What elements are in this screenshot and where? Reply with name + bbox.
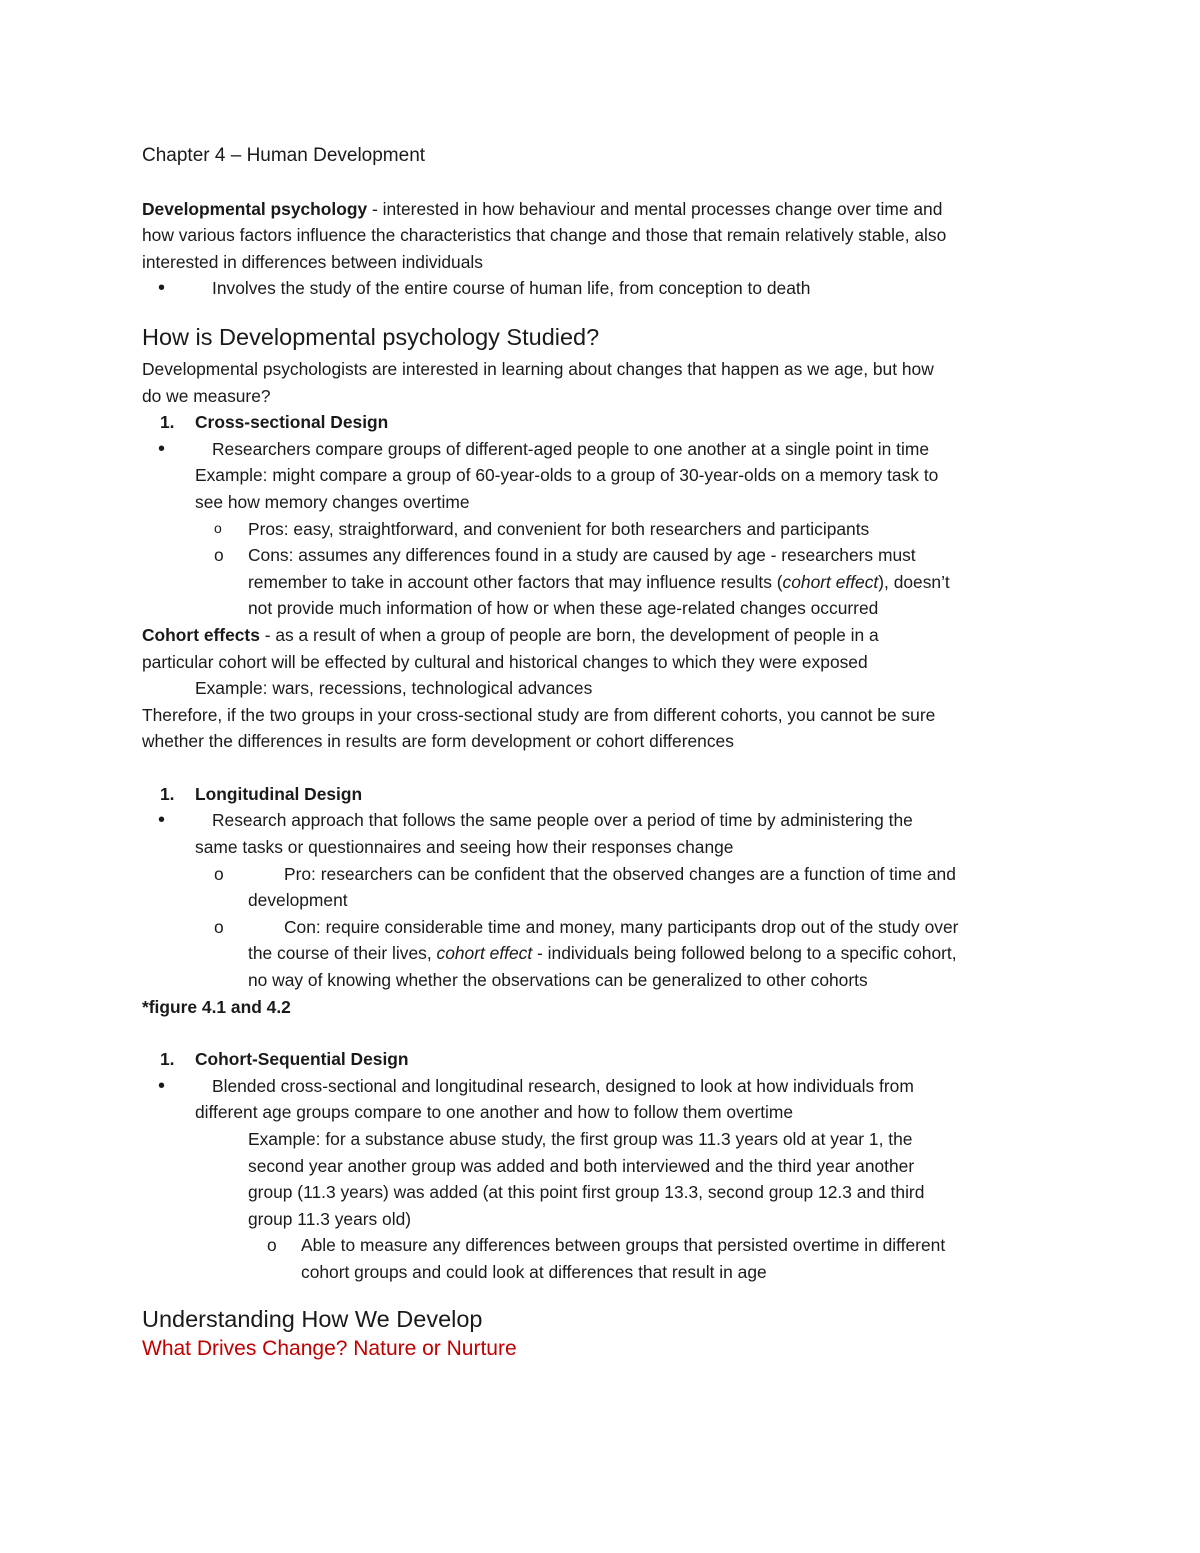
- intro-term: Developmental psychology: [142, 198, 368, 219]
- cross-example-line: Example: might compare a group of 60-year-olds to a group of 30-year-olds on a memory task to: [195, 465, 939, 486]
- cross-pros-text: Pros: easy, straightforward, and convenient for both researchers and participants: [248, 518, 870, 539]
- intro-definition-line: interested in differences between individuals: [142, 251, 483, 272]
- sequential-example-line: group (11.3 years) was added (at this point first group 13.3, second group 12.3 and third: [248, 1182, 925, 1203]
- cohort-effects-text: - as a result of when a group of people are born, the development of people in a: [259, 624, 879, 645]
- cohort-effects-definition: [142, 622, 1062, 649]
- cohort-effect-italic: cohort effect: [436, 943, 533, 964]
- list-number: 1.: [160, 412, 175, 433]
- cross-example-line: see how memory changes overtime: [195, 491, 470, 512]
- cross-cons-text: Cons: assumes any differences found in a study are caused by age - researchers must: [248, 545, 916, 566]
- cross-bullet: [142, 436, 1062, 463]
- sequential-heading: [142, 1046, 1062, 1073]
- section-heading-studied: How is Developmental psychology Studied?: [142, 323, 600, 350]
- longitudinal-bullet-text: Research approach that follows the same people over a period of time by administering the: [212, 810, 913, 831]
- longitudinal-con: [142, 914, 1062, 941]
- sequential-example-line: Example: for a substance abuse study, the first group was 11.3 years old at year 1, the: [248, 1129, 913, 1149]
- longitudinal-con-text: the course of their lives,: [248, 943, 437, 964]
- longitudinal-con-text: - individuals being followed belong to a specific cohort,: [532, 943, 957, 964]
- longitudinal-heading-text: Longitudinal Design: [195, 783, 363, 804]
- circle-bullet-icon: o: [214, 545, 224, 566]
- cross-cons-line: not provide much information of how or when these age-related changes occurred: [248, 598, 879, 619]
- longitudinal-con-line: no way of knowing whether the observations can be generalized to other cohorts: [248, 970, 868, 991]
- cross-bullet-text: Researchers compare groups of different-aged people to one another at a single point in time: [212, 438, 930, 459]
- sequential-sub-line: cohort groups and could look at differences that result in age: [301, 1261, 767, 1282]
- circle-bullet-icon: o: [214, 863, 224, 884]
- longitudinal-pro: [142, 861, 1062, 888]
- cross-cons: [142, 542, 1062, 569]
- sequential-example-line: second year another group was added and both interviewed and the third year another: [248, 1155, 915, 1176]
- longitudinal-pro-text: Pro: researchers can be confident that the observed changes are a function of time and: [284, 863, 956, 884]
- figure-reference-text: *figure 4.1 and 4.2: [142, 996, 291, 1017]
- cohort-effect-italic: cohort effect: [782, 571, 879, 592]
- cohort-effects-example: Example: wars, recessions, technological advances: [195, 678, 593, 699]
- longitudinal-bullet-line: same tasks or questionnaires and seeing how their responses change: [195, 837, 734, 858]
- circle-bullet-icon: o: [267, 1235, 277, 1256]
- section-heading-develop: Understanding How We Develop: [142, 1305, 483, 1332]
- therefore-line: whether the differences in results are form development or cohort differences: [142, 731, 734, 752]
- longitudinal-bullet: [142, 807, 1062, 834]
- intro-bullet: [142, 275, 1062, 302]
- cross-pros: [142, 516, 1062, 543]
- chapter-title: Chapter 4 – Human Development: [142, 145, 426, 166]
- sequential-heading-text: Cohort-Sequential Design: [195, 1049, 409, 1070]
- circle-bullet-icon: o: [214, 916, 224, 937]
- figure-reference: [142, 994, 1062, 1021]
- document-content: [142, 143, 1062, 1364]
- bullet-icon: •: [158, 1074, 166, 1097]
- longitudinal-con-text: Con: require considerable time and money, many participants drop out of the study over: [284, 916, 959, 937]
- cross-cons-line: [142, 569, 1062, 596]
- sequential-sub-text: Able to measure any differences between groups that persisted overtime in different: [301, 1235, 946, 1256]
- circle-bullet-icon: o: [214, 519, 222, 536]
- list-number: 1.: [160, 783, 175, 804]
- cohort-effects-term: Cohort effects: [142, 624, 260, 645]
- cross-heading: [142, 409, 1062, 436]
- cross-heading-text: Cross-sectional Design: [195, 412, 389, 433]
- sequential-bullet-text: Blended cross-sectional and longitudinal research, designed to look at how individuals from: [212, 1075, 914, 1096]
- intro-definition-line: [142, 196, 1062, 223]
- longitudinal-pro-line: development: [248, 890, 348, 911]
- section-lead-line: do we measure?: [142, 385, 271, 406]
- section-subheading-nature-nurture: What Drives Change? Nature or Nurture: [142, 1336, 517, 1360]
- longitudinal-con-line: [142, 940, 1062, 967]
- longitudinal-heading: [142, 781, 1062, 808]
- cross-cons-text: ), doesn’t: [878, 571, 950, 592]
- intro-def-text: - interested in how behaviour and mental processes change over time and: [367, 198, 943, 219]
- cross-cons-text: remember to take in account other factors that may influence results (: [248, 571, 783, 592]
- section-lead-line: Developmental psychologists are interested in learning about changes that happen as we age, but how: [142, 358, 934, 379]
- sequential-bullet: [142, 1073, 1062, 1100]
- bullet-icon: •: [158, 437, 166, 460]
- sequential-bullet-line: different age groups compare to one another and how to follow them overtime: [195, 1102, 794, 1123]
- intro-definition-line: how various factors influence the characteristics that change and those that remain relatively stable, also: [142, 225, 947, 246]
- intro-bullet-text: Involves the study of the entire course of human life, from conception to death: [212, 278, 811, 299]
- bullet-icon: •: [158, 277, 166, 300]
- sequential-example-line: group 11.3 years old): [248, 1208, 412, 1229]
- list-number: 1.: [160, 1049, 175, 1070]
- therefore-line: Therefore, if the two groups in your cross-sectional study are from different cohorts, you cannot be sure: [142, 704, 936, 725]
- bullet-icon: •: [158, 809, 166, 832]
- sequential-sub: [142, 1232, 1062, 1259]
- cohort-effects-line: particular cohort will be effected by cultural and historical changes to which they were exposed: [142, 651, 868, 672]
